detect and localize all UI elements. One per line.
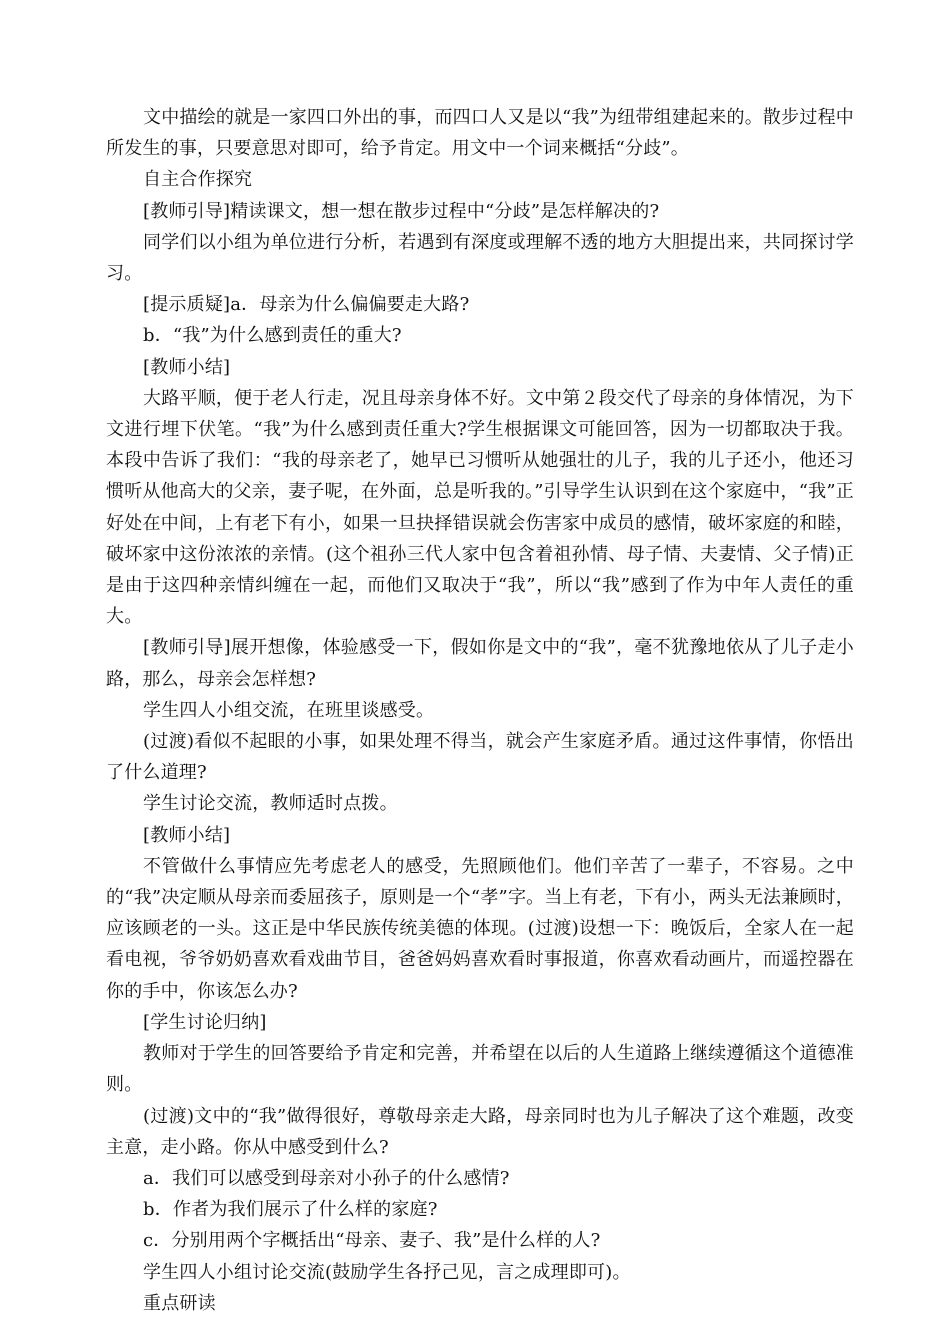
- teacher-summary-label: [教师小结]: [143, 356, 231, 378]
- student-discussion-label: [学生讨论归纳]: [143, 1011, 267, 1033]
- document-body: [106, 102, 854, 1319]
- paragraph-intro: 文中描绘的就是一家四口外出的事，而四口人又是以“我”为纽带组建起来的。散步过程中所发生的事，只要意思对即可，给予肯定。用文中一个词来概括“分歧”。: [106, 107, 854, 160]
- question-a: [提示质疑]a．母亲为什么偏偏要走大路?: [143, 294, 470, 316]
- paragraph: 同学们以小组为单位进行分析，若遇到有深度或理解不透的地方大胆提出来，共同探讨学习。: [106, 231, 854, 285]
- paragraph: 教师对于学生的回答要给予肯定和完善，并希望在以后的人生道路上继续遵循这个道德准则。: [106, 1043, 854, 1096]
- paragraph-summary: 不管做什么事情应先考虑老人的感受，先照顾他们。他们辛苦了一辈子，不容易。之中的“我”决定顺从母亲而委屈孩子，原则是一个“孝”字。当上有老，下有小，两头无法兼顾时，应该顾老的一头。这正是中华民族传统美德的体现。(过渡)设想一下：晚饭后，全家人在一起看电视，爷爷奶奶喜欢看戏曲节目，爸爸妈妈喜欢看时事报道，你喜欢看动画片，而遥控器在你的手中，你该怎么办?: [106, 855, 854, 1002]
- teacher-guide: [教师引导]精读课文，想一想在散步过程中“分歧”是怎样解决的?: [143, 200, 660, 222]
- paragraph-transition: (过渡)看似不起眼的小事，如果处理不得当，就会产生家庭矛盾。通过这件事情，你悟出了什么道理?: [106, 731, 854, 784]
- question-b: b．作者为我们展示了什么样的家庭?: [143, 1199, 438, 1221]
- question-a: a．我们可以感受到母亲对小孙子的什么感情?: [143, 1167, 510, 1189]
- paragraph: 学生四人小组讨论交流(鼓励学生各抒己见，言之成理即可)。: [143, 1261, 631, 1283]
- paragraph: 学生四人小组交流，在班里谈感受。: [143, 699, 435, 721]
- paragraph: 学生讨论交流，教师适时点拨。: [143, 793, 398, 815]
- question-c: c．分别用两个字概括出“母亲、妻子、我”是什么样的人?: [143, 1230, 601, 1252]
- paragraph-summary: 大路平顺，便于老人行走，况且母亲身体不好。文中第２段交代了母亲的身体情况，为下文进行埋下伏笔。“我”为什么感到责任重大?学生根据课文可能回答，因为一切都取决于我。本段中告诉了我们：“我的母亲老了，她早已习惯听从她强壮的儿子，我的儿子还小，他还习惯听从他高大的父亲，妻子呢，在外面，总是听我的。”引导学生认识到在这个家庭中，“我”正好处在中间，上有老下有小，如果一旦抉择错误就会伤害家中成员的感情，破坏家庭的和睦，破坏家中这份浓浓的亲情。(这个祖孙三代人家中包含着祖孙情、母子情、夫妻情、父子情)正是由于这四种亲情纠缠在一起，而他们又取决于“我”，所以“我”感到了作为中年人责任的重大。: [106, 387, 854, 628]
- section-heading: 自主合作探究: [143, 169, 253, 191]
- section-heading: 重点研读: [143, 1292, 216, 1314]
- teacher-summary-label: [教师小结]: [143, 824, 231, 846]
- question-b: b．“我”为什么感到责任的重大?: [143, 325, 402, 347]
- paragraph-transition: (过渡)文中的“我”做得很好，尊敬母亲走大路，母亲同时也为儿子解决了这个难题，改变主意，走小路。你从中感受到什么?: [106, 1105, 854, 1158]
- teacher-guide: [教师引导]展开想像，体验感受一下，假如你是文中的“我”，毫不犹豫地依从了儿子走小路，那么，母亲会怎样想?: [106, 637, 854, 690]
